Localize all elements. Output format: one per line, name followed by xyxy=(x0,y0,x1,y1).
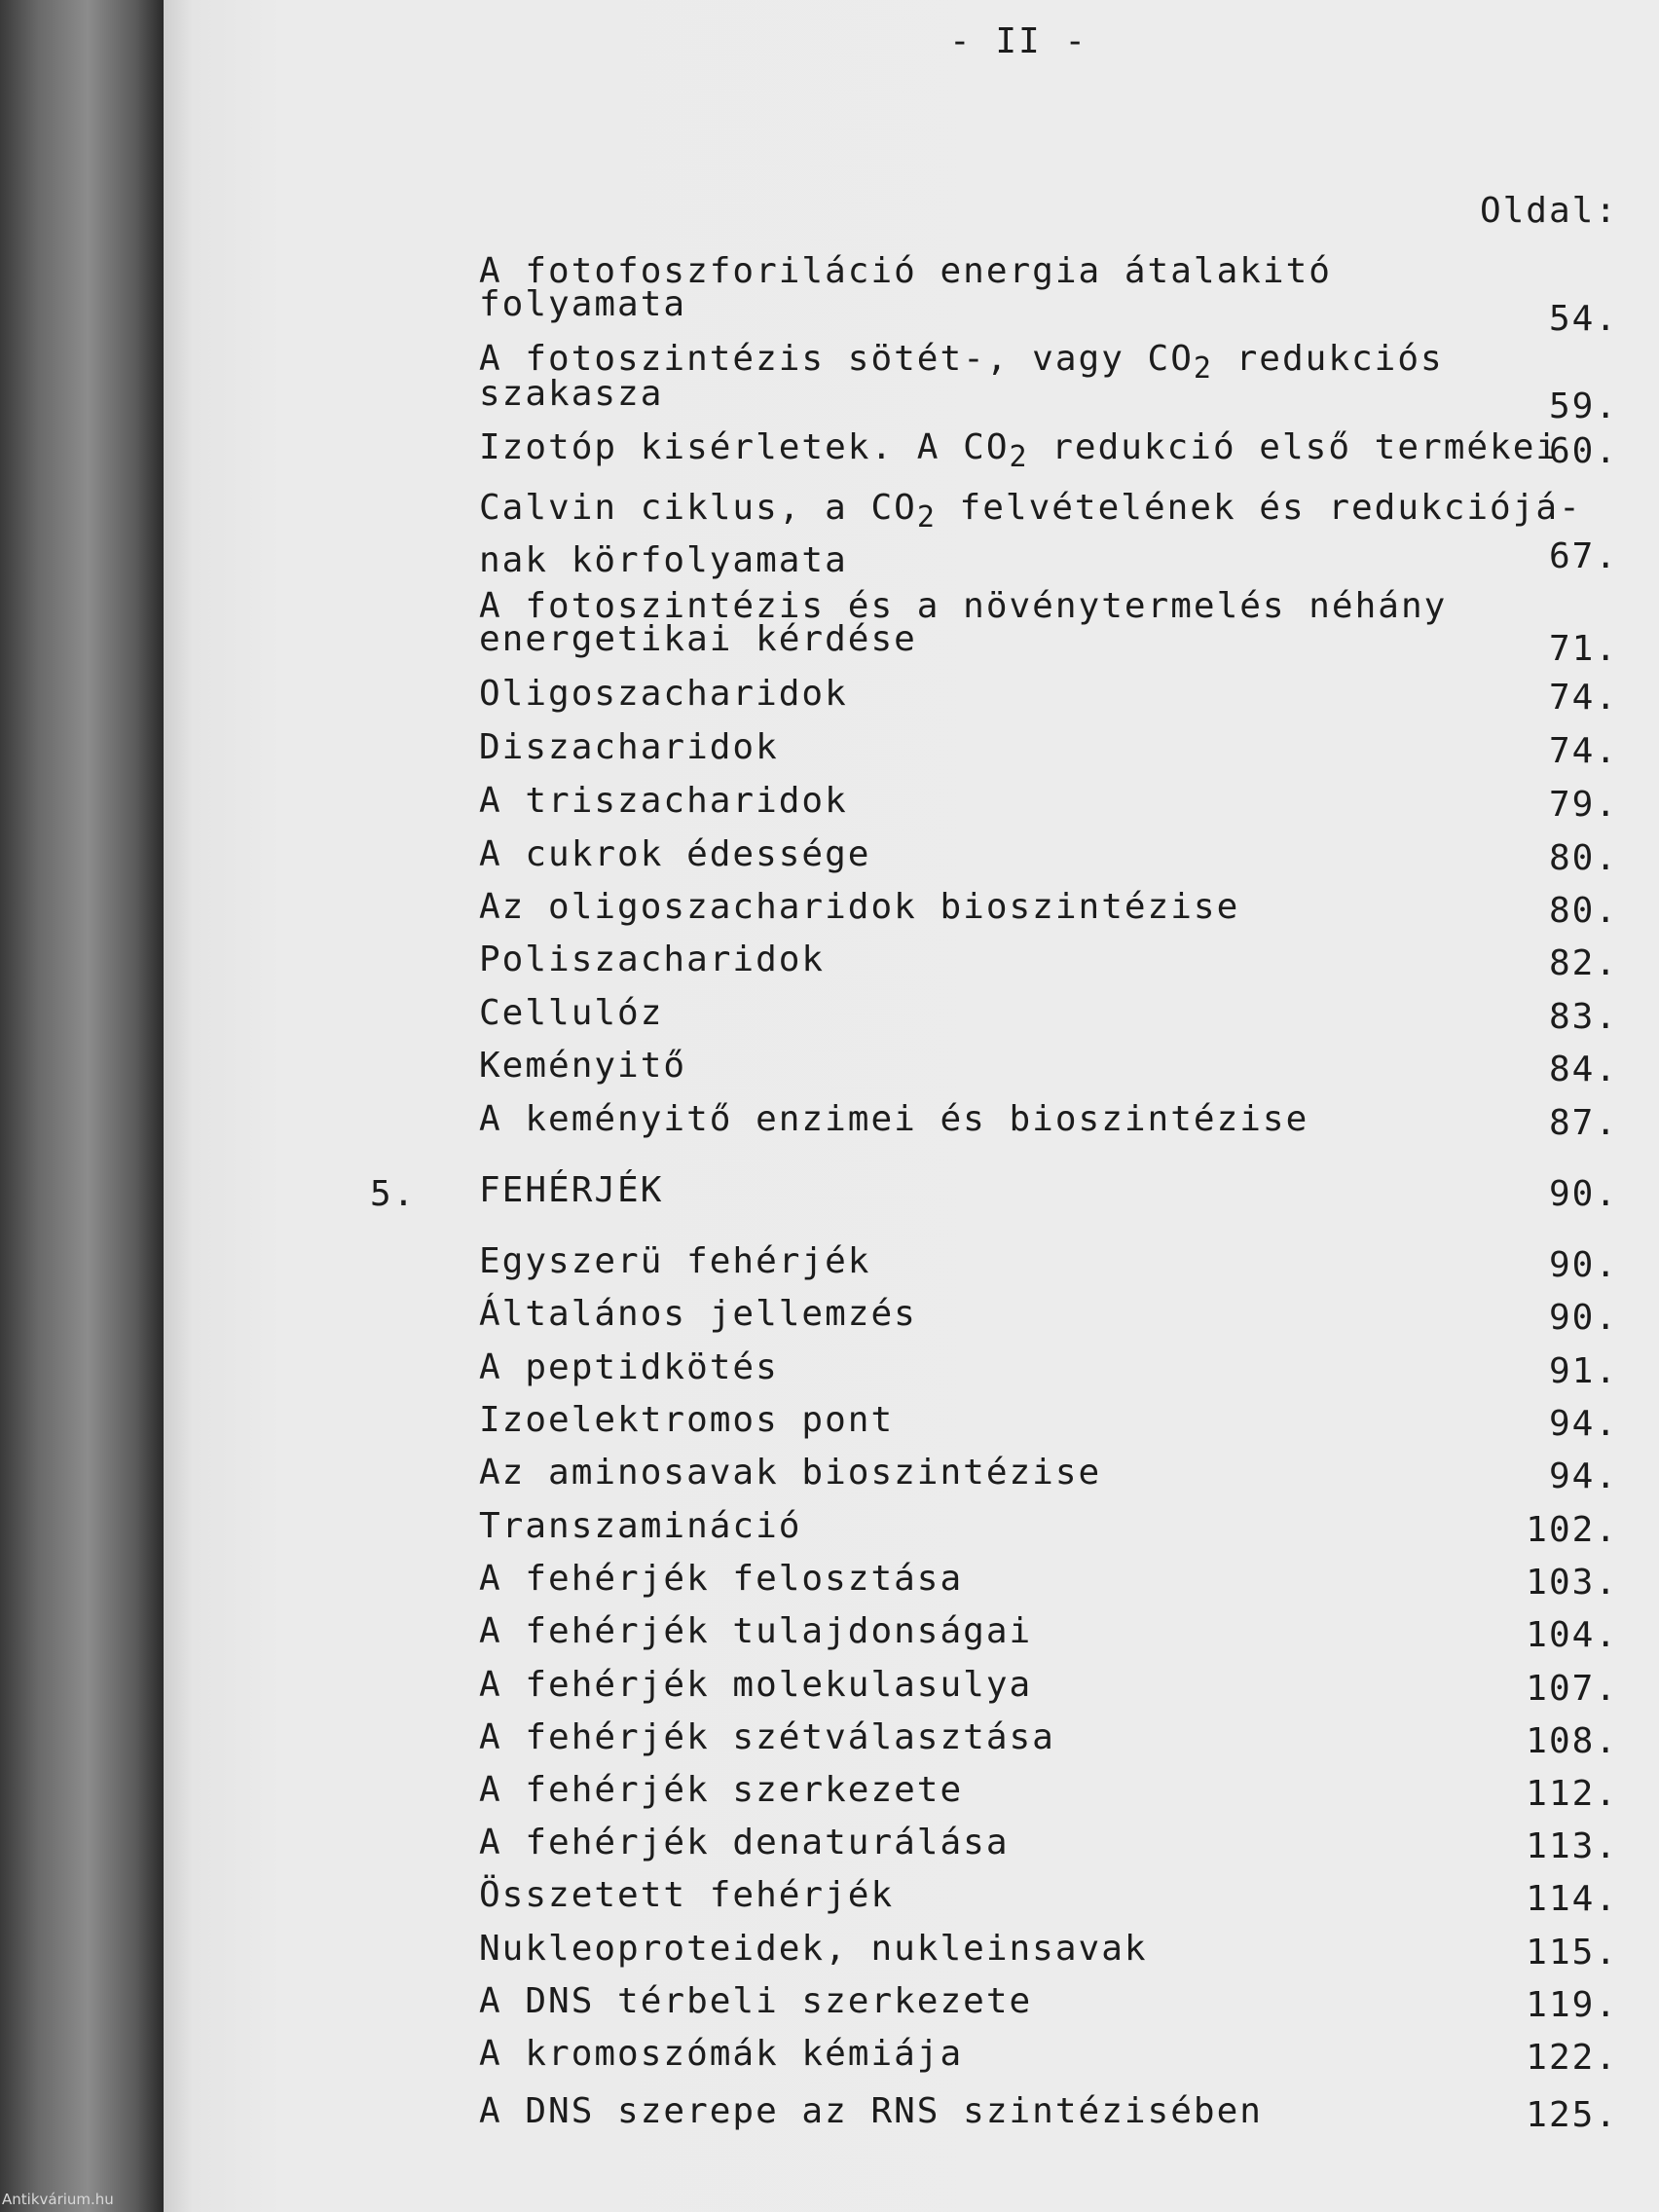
toc-entry xyxy=(479,586,1618,669)
chapter-number: 5. xyxy=(370,1174,417,1214)
toc-entry-title: Transzamináció xyxy=(479,1506,802,1546)
toc-entry-title: A DNS térbeli szerkezete xyxy=(479,1981,1033,2021)
toc-entry-title xyxy=(479,586,1448,659)
toc-entry-page: 67. xyxy=(1548,536,1618,576)
toc-entry-page: 74. xyxy=(1548,678,1618,718)
toc-entry-line: Izotóp kisérletek. A $CO_2$ redukció első termékei xyxy=(479,427,1560,474)
page-column-header: Oldal: xyxy=(1479,191,1618,231)
toc-entry-page: 108. xyxy=(1526,1721,1618,1761)
toc-entry-line: energetikai kérdése xyxy=(479,619,917,659)
toc-entry-title xyxy=(479,251,1332,324)
toc-entry-title: A cukrok édessége xyxy=(479,834,871,874)
toc-entry-line: szakasza xyxy=(479,374,664,414)
toc-entry-line: nak körfolyamata xyxy=(479,540,848,580)
toc-entry-title: Az aminosavak bioszintézise xyxy=(479,1453,1102,1493)
toc-entry-page: 54. xyxy=(1548,299,1618,339)
toc-entry-line: A fotofoszforiláció energia átalakitó xyxy=(479,251,1332,291)
toc-entry-title: Keményitő xyxy=(479,1046,687,1086)
toc-entry-page: 125. xyxy=(1526,2095,1618,2135)
toc-entry-page: 119. xyxy=(1526,1985,1618,2025)
toc-entry-page: 59. xyxy=(1548,387,1618,426)
toc-entry-title: A fehérjék tulajdonságai xyxy=(479,1611,1033,1651)
toc-entry-title: A triszacharidok xyxy=(479,781,848,821)
toc-entry-title: A keményitő enzimei és bioszintézise xyxy=(479,1099,1309,1139)
toc-entry-page: 114. xyxy=(1526,1879,1618,1919)
toc-entry-page: 104. xyxy=(1526,1615,1618,1655)
toc-entry-page: 115. xyxy=(1526,1933,1618,1972)
chapter-page: 90. xyxy=(1548,1174,1618,1214)
toc-entry-title: Oligoszacharidok xyxy=(479,674,848,714)
toc-entry-line: Calvin ciklus, a $CO_2$ felvételének és redukciójá- xyxy=(479,488,1582,535)
toc-entry-title: Összetett fehérjék xyxy=(479,1875,895,1915)
toc-entry-title xyxy=(479,427,1560,474)
toc-entry-title xyxy=(479,483,1582,586)
toc-entry-page: 122. xyxy=(1526,2038,1618,2078)
toc-entry-title: A fehérjék denaturálása xyxy=(479,1823,1010,1862)
toc-entry xyxy=(479,427,1618,474)
toc-entry-line: A fotoszintézis és a növénytermelés néhány xyxy=(479,586,1448,626)
toc-entry-page: 102. xyxy=(1526,1510,1618,1550)
toc-entry-title: A fehérjék szerkezete xyxy=(479,1770,964,1810)
toc-entry-title: Diszacharidok xyxy=(479,727,779,767)
toc-entry-title: A peptidkötés xyxy=(479,1347,779,1387)
toc-entry-page: 79. xyxy=(1548,785,1618,825)
toc-entry-title: Egyszerü fehérjék xyxy=(479,1241,871,1281)
toc-entry-title: A fehérjék molekulasulya xyxy=(479,1665,1033,1705)
toc-entry-title: A fehérjék szétválasztása xyxy=(479,1717,1055,1757)
toc-entry xyxy=(479,251,1618,339)
toc-entry-page: 112. xyxy=(1526,1774,1618,1814)
toc-entry-page: 107. xyxy=(1526,1669,1618,1709)
page-number: - II - xyxy=(949,21,1088,61)
toc-entry-page: 71. xyxy=(1548,629,1618,669)
toc-entry-title: A DNS szerepe az RNS szintézisében xyxy=(479,2091,1263,2131)
toc-entry-page: 91. xyxy=(1548,1351,1618,1391)
chapter-title: FEHÉRJÉK xyxy=(479,1170,664,1210)
toc-entry-title: Poliszacharidok xyxy=(479,940,826,979)
toc-entry-page: 113. xyxy=(1526,1826,1618,1866)
toc-entry-page: 80. xyxy=(1548,838,1618,878)
toc-entry-page: 84. xyxy=(1548,1050,1618,1089)
watermark: Antikvárium.hu xyxy=(2,2191,114,2208)
toc-entry-page: 74. xyxy=(1548,731,1618,771)
toc-entry xyxy=(479,483,1618,580)
toc-entry-page: 83. xyxy=(1548,997,1618,1037)
toc-entry-line: A fotoszintézis sötét-, vagy $CO_2$ redukciós xyxy=(479,339,1444,386)
toc-entry-page: 80. xyxy=(1548,891,1618,931)
toc-entry-title: A kromoszómák kémiája xyxy=(479,2034,964,2074)
toc-entry-page: 60. xyxy=(1548,431,1618,471)
toc-entry-page: 103. xyxy=(1526,1563,1618,1603)
toc-entry-page: 87. xyxy=(1548,1103,1618,1143)
toc-entry-page: 94. xyxy=(1548,1404,1618,1444)
toc-entry-page: 82. xyxy=(1548,943,1618,983)
toc-entry-title: Általános jellemzés xyxy=(479,1294,917,1334)
toc-entry-title: A fehérjék felosztása xyxy=(479,1559,964,1599)
toc-entry-title: Az oligoszacharidok bioszintézise xyxy=(479,887,1240,927)
toc-entry-title: Cellulóz xyxy=(479,993,664,1033)
toc-entry-page: 90. xyxy=(1548,1298,1618,1338)
toc-entry-title: Nukleoproteidek, nukleinsavak xyxy=(479,1929,1148,1969)
toc-entry-title xyxy=(479,339,1444,414)
toc-entry-page: 90. xyxy=(1548,1245,1618,1285)
toc-entry-title: Izoelektromos pont xyxy=(479,1400,895,1440)
toc-entry-page: 94. xyxy=(1548,1456,1618,1496)
toc-entry-line: folyamata xyxy=(479,284,687,324)
toc-entry xyxy=(479,339,1618,426)
